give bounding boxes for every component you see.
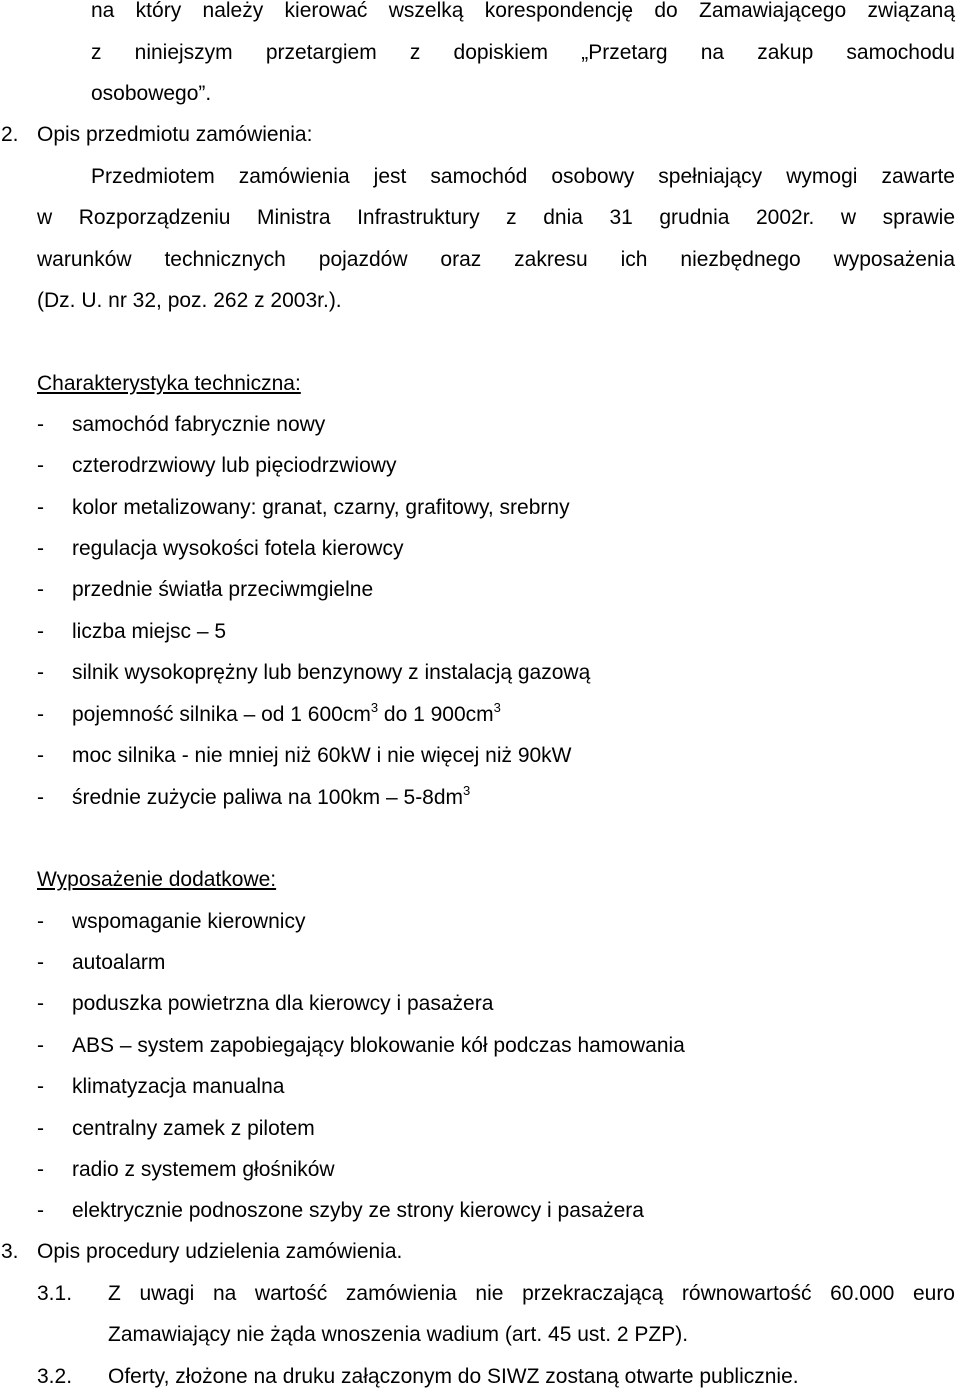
list-bullet: - bbox=[37, 454, 44, 477]
list-bullet: - bbox=[37, 578, 44, 601]
list-bullet: - bbox=[37, 537, 44, 560]
list-bullet: - bbox=[37, 786, 44, 809]
list-bullet: - bbox=[37, 496, 44, 519]
subsection-3-1-number: 3.1. bbox=[37, 1282, 73, 1305]
list-bullet: - bbox=[37, 910, 44, 933]
subsection-3-1-line-2: Zamawiający nie żąda wnoszenia wadium (art. 45 ust. 2 PZP). bbox=[108, 1323, 689, 1346]
section-3-number: 3. bbox=[1, 1240, 19, 1263]
list-bullet: - bbox=[37, 703, 44, 726]
section-2-para-line-4: (Dz. U. nr 32, poz. 262 z 2003r.). bbox=[37, 289, 342, 312]
subsection-3-2-number: 3.2. bbox=[37, 1365, 73, 1388]
section-2-para-line-2: w Rozporządzeniu Ministra Infrastruktury z dnia 31 grudnia 2002r. w sprawie bbox=[37, 206, 955, 229]
intro-line-2: z niniejszym przetargiem z dopiskiem „Przetarg na zakup samochodu bbox=[91, 41, 955, 64]
list-bullet: - bbox=[37, 1034, 44, 1057]
intro-line-3: osobowego”. bbox=[91, 82, 212, 105]
equipment-heading: Wyposażenie dodatkowe: bbox=[37, 868, 277, 891]
section-2-para-line-1: Przedmiotem zamówienia jest samochód osobowy spełniający wymogi zawarte bbox=[91, 165, 955, 188]
list-bullet: - bbox=[37, 992, 44, 1015]
list-bullet: - bbox=[37, 661, 44, 684]
section-2-para-line-3: warunków technicznych pojazdów oraz zakresu ich niezbędnego wyposażenia bbox=[37, 248, 955, 271]
list-bullet: - bbox=[37, 951, 44, 974]
tech-spec-heading: Charakterystyka techniczna: bbox=[37, 372, 301, 395]
list-bullet: - bbox=[37, 744, 44, 767]
document-page: na który należy kierować wszelką korespondencję do Zamawiającego związaną z niniejszym przetargiem z dopiskiem „Przetarg na zakup samochodu osobowego”. 2. Opis przedmiotu zamówienia: Przedmiotem zamówienia jest samochód osobowy spełniający wymogi zawarte w Rozporządzeniu Ministra Infrastruktury z dnia 31 grudnia 2002r. w sprawie warunków technicznych pojazdów oraz zakresu ich niezbędnego wyposażenia (Dz. U. nr 32, poz. 262 z 2003r.). Charakterystyka techniczna: - samochód fabrycznie nowy - czterodrzwiowy lub pięciodrzwiowy - kolor metalizowany: granat, czarny, grafitowy, srebrny - regulacja wysokości fotela kierowcy - przednie światła przeciwmgielne - liczba miejsc – 5 - silnik wysokoprężny lub benzynowy z instalacją gazową - pojemność silnika – od 1 $600cm^3$ do 1 $900cm^3$ - moc silnika - nie mniej niż 60kW i nie więcej niż 90kW - średnie zużycie paliwa na $100km - 5-8dm^3$ Wyposażenie dodatkowe: - wspomaganie kierownicy - autoalarm - poduszka powietrzna dla kierowcy i pasażera - ABS – system zapobiegający blokowanie kół podczas hamowania - klimatyzacja manualna - centralny zamek z pilotem - radio z systemem głośników - elektrycznie podnoszone szyby ze strony kierowcy i pasażera 3. Opis procedury udzielenia zamówienia. 3.1. Z uwagi na wartość zamówienia nie przekraczającą równowartość 60.000 euro Zamawiający nie żąda wnoszenia wadium (art. 45 ust. 2 PZP). 3.2. Oferty, złożone na druku załączonym do SIWZ zostaną otwarte publicznie. bbox=[1, 0, 955, 1388]
list-bullet: - bbox=[37, 1199, 44, 1222]
subsection-3-1-line-1: Z uwagi na wartość zamówienia nie przekraczającą równowartość 60.000 euro bbox=[108, 1282, 955, 1305]
list-bullet: - bbox=[37, 1117, 44, 1140]
list-bullet: - bbox=[37, 1075, 44, 1098]
subsection-3-2-line-1: Oferty, złożone na druku załączonym do SIWZ zostaną otwarte publicznie. bbox=[108, 1365, 799, 1388]
list-bullet: - bbox=[37, 620, 44, 643]
section-2-heading: Opis przedmiotu zamówienia: bbox=[37, 123, 313, 146]
list-bullet: - bbox=[37, 1158, 44, 1181]
section-3-heading: Opis procedury udzielenia zamówienia. bbox=[37, 1240, 403, 1263]
list-bullet: - bbox=[37, 413, 44, 436]
section-2-number: 2. bbox=[1, 123, 19, 146]
intro-line-1: na który należy kierować wszelką korespondencję do Zamawiającego związaną bbox=[91, 0, 955, 22]
